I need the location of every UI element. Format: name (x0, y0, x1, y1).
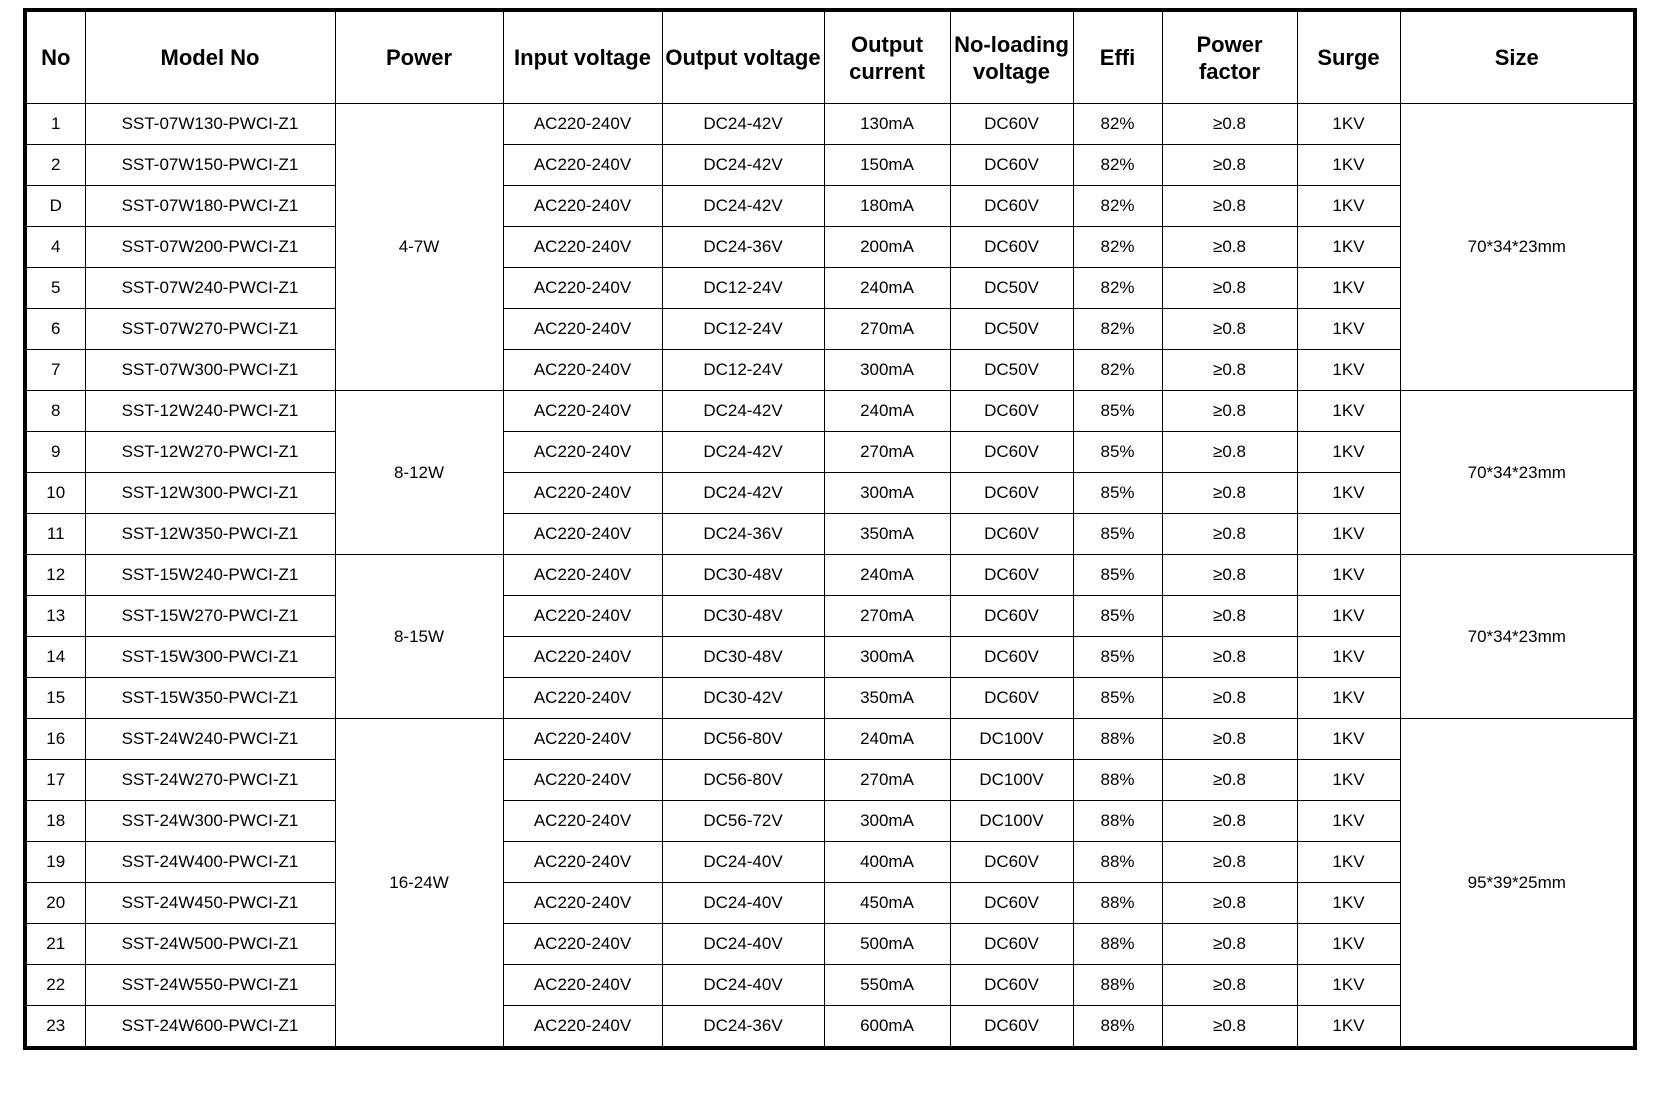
cell-model-no: SST-07W180-PWCI-Z1 (85, 186, 335, 227)
cell-input-voltage: AC220-240V (503, 473, 662, 514)
cell-no-loading-voltage: DC50V (950, 309, 1073, 350)
table-body (25, 104, 1635, 1049)
cell-no: 13 (25, 596, 85, 637)
cell-effi: 82% (1073, 186, 1162, 227)
cell-power-factor: ≥0.8 (1162, 473, 1297, 514)
cell-model-no: SST-15W300-PWCI-Z1 (85, 637, 335, 678)
header-output-voltage (662, 10, 824, 104)
cell-input-voltage: AC220-240V (503, 965, 662, 1006)
table-row (25, 309, 1635, 350)
cell-no: 16 (25, 719, 85, 760)
cell-no-loading-voltage: DC60V (950, 186, 1073, 227)
cell-input-voltage: AC220-240V (503, 145, 662, 186)
header-label: factor (1198, 58, 1261, 84)
cell-effi: 82% (1073, 104, 1162, 145)
cell-power: 4-7W (335, 104, 503, 391)
cell-no: 23 (25, 1006, 85, 1049)
cell-no: 2 (25, 145, 85, 186)
cell-model-no: SST-24W300-PWCI-Z1 (85, 801, 335, 842)
cell-surge: 1KV (1297, 1006, 1400, 1049)
header-no-loading-voltage (950, 10, 1073, 104)
table-row (25, 473, 1635, 514)
cell-output-voltage: DC24-42V (662, 104, 824, 145)
cell-output-current: 130mA (824, 104, 950, 145)
cell-input-voltage: AC220-240V (503, 227, 662, 268)
cell-power-factor: ≥0.8 (1162, 965, 1297, 1006)
table-row (25, 719, 1635, 760)
header-power (335, 10, 503, 104)
cell-input-voltage: AC220-240V (503, 596, 662, 637)
cell-model-no: SST-24W450-PWCI-Z1 (85, 883, 335, 924)
cell-effi: 88% (1073, 801, 1162, 842)
cell-effi: 85% (1073, 678, 1162, 719)
cell-effi: 82% (1073, 350, 1162, 391)
cell-effi: 88% (1073, 842, 1162, 883)
cell-surge: 1KV (1297, 924, 1400, 965)
header-label: Power (1196, 31, 1263, 57)
cell-input-voltage: AC220-240V (503, 801, 662, 842)
table-row (25, 760, 1635, 801)
cell-model-no: SST-24W550-PWCI-Z1 (85, 965, 335, 1006)
cell-power-factor: ≥0.8 (1162, 883, 1297, 924)
cell-effi: 88% (1073, 924, 1162, 965)
cell-effi: 85% (1073, 473, 1162, 514)
cell-output-voltage: DC24-42V (662, 145, 824, 186)
cell-surge: 1KV (1297, 186, 1400, 227)
cell-surge: 1KV (1297, 883, 1400, 924)
cell-no: 5 (25, 268, 85, 309)
cell-no: 6 (25, 309, 85, 350)
header-label: No (41, 45, 71, 70)
cell-output-voltage: DC24-42V (662, 432, 824, 473)
cell-input-voltage: AC220-240V (503, 268, 662, 309)
cell-effi: 85% (1073, 391, 1162, 432)
cell-model-no: SST-07W200-PWCI-Z1 (85, 227, 335, 268)
cell-no: 20 (25, 883, 85, 924)
cell-model-no: SST-15W240-PWCI-Z1 (85, 555, 335, 596)
cell-model-no: SST-07W150-PWCI-Z1 (85, 145, 335, 186)
cell-output-voltage: DC30-48V (662, 596, 824, 637)
header-input-voltage (503, 10, 662, 104)
cell-power-factor: ≥0.8 (1162, 760, 1297, 801)
cell-power-factor: ≥0.8 (1162, 555, 1297, 596)
cell-effi: 82% (1073, 309, 1162, 350)
cell-output-voltage: DC24-36V (662, 514, 824, 555)
cell-input-voltage: AC220-240V (503, 186, 662, 227)
header-effi (1073, 10, 1162, 104)
cell-power-factor: ≥0.8 (1162, 309, 1297, 350)
cell-power-factor: ≥0.8 (1162, 514, 1297, 555)
cell-output-voltage: DC24-42V (662, 186, 824, 227)
table-row (25, 842, 1635, 883)
header-label: Power (385, 45, 453, 70)
cell-model-no: SST-07W300-PWCI-Z1 (85, 350, 335, 391)
table-row (25, 350, 1635, 391)
cell-effi: 85% (1073, 514, 1162, 555)
cell-output-voltage: DC30-48V (662, 555, 824, 596)
header-label: Output voltage (665, 45, 821, 70)
cell-power: 16-24W (335, 719, 503, 1049)
cell-power-factor: ≥0.8 (1162, 801, 1297, 842)
cell-power-factor: ≥0.8 (1162, 145, 1297, 186)
cell-no: 17 (25, 760, 85, 801)
cell-surge: 1KV (1297, 719, 1400, 760)
header-label: current (849, 58, 925, 84)
cell-surge: 1KV (1297, 678, 1400, 719)
cell-effi: 88% (1073, 883, 1162, 924)
cell-no-loading-voltage: DC60V (950, 227, 1073, 268)
cell-effi: 88% (1073, 1006, 1162, 1049)
cell-model-no: SST-12W300-PWCI-Z1 (85, 473, 335, 514)
cell-no-loading-voltage: DC60V (950, 1006, 1073, 1049)
cell-no: 19 (25, 842, 85, 883)
cell-no-loading-voltage: DC60V (950, 555, 1073, 596)
header-size (1400, 10, 1635, 104)
cell-surge: 1KV (1297, 309, 1400, 350)
cell-power: 8-12W (335, 391, 503, 555)
table-row (25, 801, 1635, 842)
table-row (25, 924, 1635, 965)
cell-output-current: 200mA (824, 227, 950, 268)
spec-table (23, 8, 1637, 1050)
cell-output-current: 240mA (824, 719, 950, 760)
cell-power-factor: ≥0.8 (1162, 391, 1297, 432)
table-row (25, 678, 1635, 719)
cell-power-factor: ≥0.8 (1162, 842, 1297, 883)
header-output-current (824, 10, 950, 104)
cell-input-voltage: AC220-240V (503, 678, 662, 719)
table-row (25, 145, 1635, 186)
cell-input-voltage: AC220-240V (503, 350, 662, 391)
cell-output-current: 270mA (824, 309, 950, 350)
cell-no: 18 (25, 801, 85, 842)
cell-effi: 82% (1073, 145, 1162, 186)
cell-model-no: SST-24W270-PWCI-Z1 (85, 760, 335, 801)
cell-no: 11 (25, 514, 85, 555)
table-row (25, 391, 1635, 432)
cell-no-loading-voltage: DC60V (950, 391, 1073, 432)
table-row (25, 432, 1635, 473)
cell-input-voltage: AC220-240V (503, 637, 662, 678)
cell-power-factor: ≥0.8 (1162, 678, 1297, 719)
cell-no: 21 (25, 924, 85, 965)
cell-model-no: SST-07W130-PWCI-Z1 (85, 104, 335, 145)
header-label: Surge (1317, 45, 1380, 70)
header-label: Size (1494, 45, 1539, 70)
cell-power-factor: ≥0.8 (1162, 596, 1297, 637)
cell-no: 4 (25, 227, 85, 268)
cell-no: 10 (25, 473, 85, 514)
cell-surge: 1KV (1297, 842, 1400, 883)
cell-size: 95*39*25mm (1400, 719, 1635, 1049)
header-model-no (85, 10, 335, 104)
cell-no-loading-voltage: DC60V (950, 473, 1073, 514)
cell-model-no: SST-12W270-PWCI-Z1 (85, 432, 335, 473)
cell-input-voltage: AC220-240V (503, 309, 662, 350)
cell-no: 22 (25, 965, 85, 1006)
cell-input-voltage: AC220-240V (503, 760, 662, 801)
cell-output-voltage: DC30-48V (662, 637, 824, 678)
cell-output-current: 240mA (824, 268, 950, 309)
cell-no-loading-voltage: DC60V (950, 145, 1073, 186)
cell-output-current: 350mA (824, 678, 950, 719)
cell-surge: 1KV (1297, 391, 1400, 432)
cell-output-current: 180mA (824, 186, 950, 227)
header-row (25, 10, 1635, 104)
cell-output-voltage: DC24-40V (662, 924, 824, 965)
cell-no: 7 (25, 350, 85, 391)
cell-output-current: 500mA (824, 924, 950, 965)
table-row (25, 186, 1635, 227)
cell-input-voltage: AC220-240V (503, 924, 662, 965)
cell-model-no: SST-24W240-PWCI-Z1 (85, 719, 335, 760)
cell-input-voltage: AC220-240V (503, 842, 662, 883)
cell-output-voltage: DC12-24V (662, 268, 824, 309)
cell-no-loading-voltage: DC100V (950, 801, 1073, 842)
cell-output-voltage: DC56-80V (662, 719, 824, 760)
cell-model-no: SST-07W240-PWCI-Z1 (85, 268, 335, 309)
cell-no-loading-voltage: DC60V (950, 924, 1073, 965)
cell-no-loading-voltage: DC60V (950, 514, 1073, 555)
cell-surge: 1KV (1297, 801, 1400, 842)
table-row (25, 596, 1635, 637)
header-label: Output (850, 31, 924, 57)
cell-surge: 1KV (1297, 596, 1400, 637)
cell-no-loading-voltage: DC60V (950, 678, 1073, 719)
header-label: Model No (160, 45, 260, 70)
cell-output-voltage: DC56-80V (662, 760, 824, 801)
cell-power-factor: ≥0.8 (1162, 924, 1297, 965)
cell-power-factor: ≥0.8 (1162, 1006, 1297, 1049)
cell-no-loading-voltage: DC100V (950, 719, 1073, 760)
table-row (25, 104, 1635, 145)
table-row (25, 227, 1635, 268)
cell-no: 8 (25, 391, 85, 432)
header-no (25, 10, 85, 104)
cell-no: D (25, 186, 85, 227)
table-row (25, 637, 1635, 678)
cell-output-voltage: DC24-40V (662, 842, 824, 883)
header-label: voltage (972, 58, 1051, 84)
cell-input-voltage: AC220-240V (503, 391, 662, 432)
cell-model-no: SST-24W400-PWCI-Z1 (85, 842, 335, 883)
cell-output-current: 450mA (824, 883, 950, 924)
cell-surge: 1KV (1297, 555, 1400, 596)
cell-output-current: 300mA (824, 637, 950, 678)
cell-output-current: 240mA (824, 555, 950, 596)
cell-surge: 1KV (1297, 104, 1400, 145)
cell-no-loading-voltage: DC60V (950, 104, 1073, 145)
table-header (25, 10, 1635, 104)
cell-output-current: 240mA (824, 391, 950, 432)
cell-power-factor: ≥0.8 (1162, 432, 1297, 473)
cell-output-voltage: DC24-40V (662, 965, 824, 1006)
cell-model-no: SST-07W270-PWCI-Z1 (85, 309, 335, 350)
cell-output-current: 300mA (824, 350, 950, 391)
cell-no-loading-voltage: DC100V (950, 760, 1073, 801)
cell-output-voltage: DC24-36V (662, 227, 824, 268)
header-label: No-loading (954, 31, 1069, 57)
cell-model-no: SST-12W240-PWCI-Z1 (85, 391, 335, 432)
header-label: Input voltage (514, 45, 651, 70)
cell-output-current: 150mA (824, 145, 950, 186)
cell-no-loading-voltage: DC60V (950, 596, 1073, 637)
cell-output-voltage: DC12-24V (662, 350, 824, 391)
table-row (25, 268, 1635, 309)
cell-no: 14 (25, 637, 85, 678)
header-label: Effi (1099, 45, 1136, 70)
cell-output-voltage: DC24-42V (662, 391, 824, 432)
cell-output-current: 300mA (824, 473, 950, 514)
cell-no: 12 (25, 555, 85, 596)
cell-power-factor: ≥0.8 (1162, 186, 1297, 227)
cell-output-current: 600mA (824, 1006, 950, 1049)
cell-no-loading-voltage: DC60V (950, 883, 1073, 924)
cell-output-current: 270mA (824, 760, 950, 801)
cell-no-loading-voltage: DC60V (950, 965, 1073, 1006)
cell-power-factor: ≥0.8 (1162, 350, 1297, 391)
cell-no-loading-voltage: DC60V (950, 637, 1073, 678)
cell-output-current: 300mA (824, 801, 950, 842)
cell-power-factor: ≥0.8 (1162, 104, 1297, 145)
cell-output-voltage: DC30-42V (662, 678, 824, 719)
cell-surge: 1KV (1297, 350, 1400, 391)
cell-power: 8-15W (335, 555, 503, 719)
cell-surge: 1KV (1297, 473, 1400, 514)
cell-output-voltage: DC24-40V (662, 883, 824, 924)
cell-power-factor: ≥0.8 (1162, 719, 1297, 760)
cell-surge: 1KV (1297, 965, 1400, 1006)
cell-surge: 1KV (1297, 432, 1400, 473)
cell-power-factor: ≥0.8 (1162, 637, 1297, 678)
cell-model-no: SST-24W600-PWCI-Z1 (85, 1006, 335, 1049)
cell-output-current: 550mA (824, 965, 950, 1006)
cell-no: 15 (25, 678, 85, 719)
cell-output-current: 400mA (824, 842, 950, 883)
table-row (25, 883, 1635, 924)
table-row (25, 514, 1635, 555)
cell-surge: 1KV (1297, 514, 1400, 555)
cell-effi: 82% (1073, 227, 1162, 268)
cell-output-voltage: DC12-24V (662, 309, 824, 350)
cell-effi: 88% (1073, 965, 1162, 1006)
cell-no: 1 (25, 104, 85, 145)
table-row (25, 555, 1635, 596)
cell-input-voltage: AC220-240V (503, 883, 662, 924)
cell-size: 70*34*23mm (1400, 555, 1635, 719)
cell-size: 70*34*23mm (1400, 391, 1635, 555)
cell-input-voltage: AC220-240V (503, 514, 662, 555)
cell-surge: 1KV (1297, 760, 1400, 801)
table-row (25, 1006, 1635, 1049)
cell-input-voltage: AC220-240V (503, 719, 662, 760)
cell-no-loading-voltage: DC50V (950, 350, 1073, 391)
cell-output-current: 270mA (824, 596, 950, 637)
cell-no-loading-voltage: DC50V (950, 268, 1073, 309)
cell-output-voltage: DC56-72V (662, 801, 824, 842)
cell-input-voltage: AC220-240V (503, 1006, 662, 1049)
header-surge (1297, 10, 1400, 104)
cell-surge: 1KV (1297, 227, 1400, 268)
cell-model-no: SST-12W350-PWCI-Z1 (85, 514, 335, 555)
cell-effi: 85% (1073, 555, 1162, 596)
cell-output-voltage: DC24-42V (662, 473, 824, 514)
cell-size: 70*34*23mm (1400, 104, 1635, 391)
cell-surge: 1KV (1297, 145, 1400, 186)
cell-effi: 85% (1073, 596, 1162, 637)
cell-power-factor: ≥0.8 (1162, 227, 1297, 268)
cell-input-voltage: AC220-240V (503, 432, 662, 473)
cell-surge: 1KV (1297, 268, 1400, 309)
cell-model-no: SST-15W350-PWCI-Z1 (85, 678, 335, 719)
cell-surge: 1KV (1297, 637, 1400, 678)
cell-effi: 88% (1073, 760, 1162, 801)
cell-no: 9 (25, 432, 85, 473)
cell-effi: 85% (1073, 432, 1162, 473)
cell-no-loading-voltage: DC60V (950, 432, 1073, 473)
cell-no-loading-voltage: DC60V (950, 842, 1073, 883)
cell-output-voltage: DC24-36V (662, 1006, 824, 1049)
cell-output-current: 270mA (824, 432, 950, 473)
cell-effi: 85% (1073, 637, 1162, 678)
cell-output-current: 350mA (824, 514, 950, 555)
cell-model-no: SST-15W270-PWCI-Z1 (85, 596, 335, 637)
cell-input-voltage: AC220-240V (503, 555, 662, 596)
header-power-factor (1162, 10, 1297, 104)
cell-power-factor: ≥0.8 (1162, 268, 1297, 309)
cell-effi: 88% (1073, 719, 1162, 760)
cell-model-no: SST-24W500-PWCI-Z1 (85, 924, 335, 965)
table-row (25, 965, 1635, 1006)
cell-effi: 82% (1073, 268, 1162, 309)
cell-input-voltage: AC220-240V (503, 104, 662, 145)
